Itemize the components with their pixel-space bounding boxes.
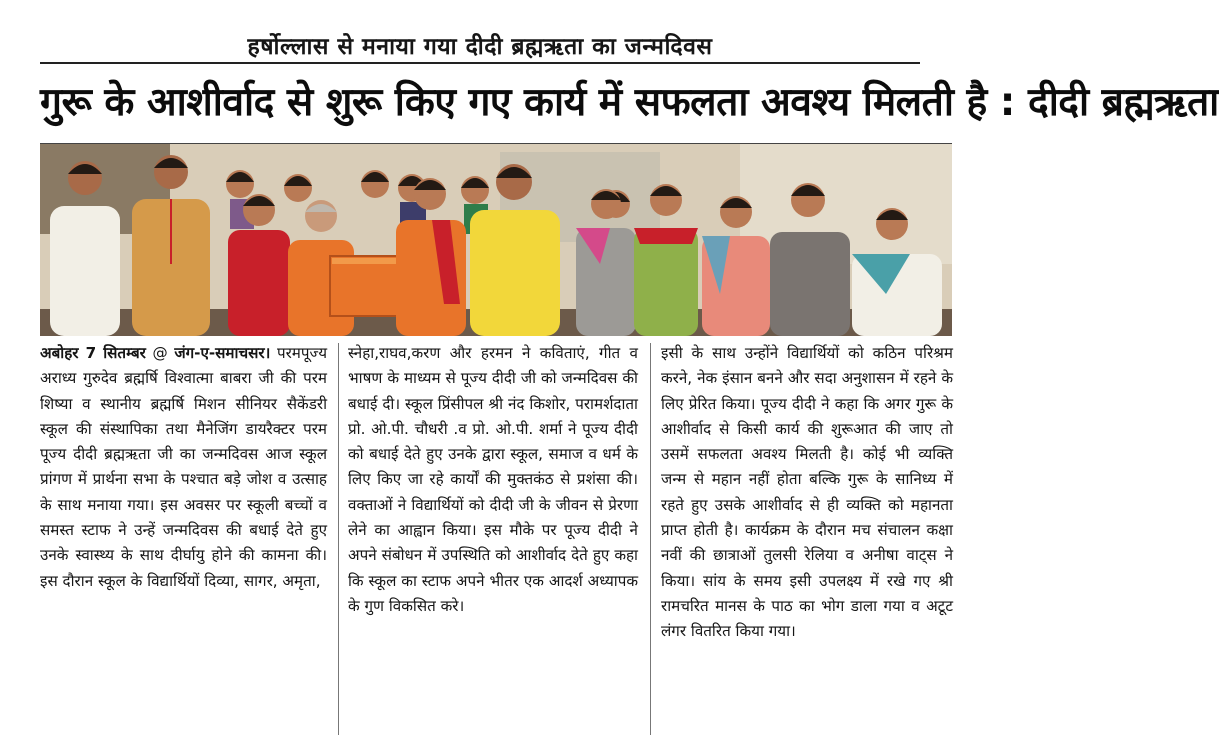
column-2-text: स्नेहा,राघव,करण और हरमन ने कविताएं, गीत व भाषण के माध्यम से पूज्य दीदी जी को जन्मदिवस की बधाई दी। स्कूल प्रिंसीपल श्री नंद किशोर, परामर्शदाता प्रो. ओ.पी. चौधरी .व प्रो. ओ.पी. शर्मा ने पूज्य दीदी को बधाई देते हुए उनके द्वारा स्कूल, समाज व धर्म के लिए किए जा रहे कार्यों की मुक्तकंठ से प्रशंसा की। वक्ताओं ने विद्यार्थियों को दीदी जी के जीवन से प्रेरणा लेने का आह्वान किया। इस मौके पर पूज्य दीदी ने अपने संबोधन में उपस्थिति को आशीर्वाद देते हुए कहा कि स्कूल का स्टाफ अपने भीतर एक आदर्श अध्यापक के गुण विकसित करे। <box>348 344 638 615</box>
column-divider <box>650 343 651 735</box>
subheadline-divider <box>40 62 920 64</box>
group-photo-illustration <box>40 144 952 336</box>
news-photo <box>40 143 952 335</box>
article-column-3 <box>661 341 953 741</box>
column-divider <box>338 343 339 735</box>
column-1-text: परमपूज्य अराध्य गुरुदेव ब्रह्मर्षि विश्वात्मा बाबरा जी की परम शिष्या व स्थानीय ब्रह्मर्षि मिशन सीनियर सैकेंडरी स्कूल की संस्थापिका तथा मैनेजिंग डायरैक्टर परम पूज्य दीदी ब्रह्मऋता जी का जन्मदिवस आज स्कूल प्रांगण में प्रार्थना सभा के पश्चात बड़े जोश व उत्साह के साथ मनाया गया। इस अवसर पर स्कूली बच्चों व समस्त स्टाफ ने उन्हें जन्मदिवस की बधाई देते हुए उनके स्वास्थ्य के साथ दीर्घायु होने की कामना की। इस दौरान स्कूल के विद्यार्थियों दिव्या, सागर, अमृता, <box>40 344 328 590</box>
article-column-2 <box>348 341 638 741</box>
article-headline: गुरू के आशीर्वाद से शुरू किए गए कार्य में सफलता अवश्य मिलती है : दीदी ब्रह्मऋता <box>40 80 1219 125</box>
article-subheadline: हर्षोल्लास से मनाया गया दीदी ब्रह्मऋता का जन्मदिवस <box>247 34 713 60</box>
article-column-1 <box>40 341 327 741</box>
column-3-text: इसी के साथ उन्होंने विद्यार्थियों को कठिन परिश्रम करने, नेक इंसान बनने और सदा अनुशासन में रहने के लिए प्रेरित किया। पूज्य दीदी ने कहा कि अगर गुरू के आशीर्वाद से किसी कार्य की शुरूआत की जाए तो उसमें सफलता अवश्य मिलती है। कोई भी व्यक्ति जन्म से महान नहीं होता बल्कि गुरू के सानिध्य में रहते हुए उसके आशीर्वाद से ही व्यक्ति को महानता प्राप्त होती है। कार्यक्रम के दौरान मच संचालन कक्षा नवीं की छात्राओं तुलसी रेलिया व अनीषा वाट्स ने किया। सांय के समय इसी उपलक्ष्य में रखे गए श्री रामचरित मानस के पाठ का भोग डाला गया व अटूट लंगर वितरित किया गया। <box>661 344 953 641</box>
dateline-place-date: अबोहर 7 सितम्बर <box>40 344 146 362</box>
dateline-at-symbol: @ <box>152 344 168 362</box>
dateline-source: जंग-ए-समाचसर। <box>174 344 271 362</box>
